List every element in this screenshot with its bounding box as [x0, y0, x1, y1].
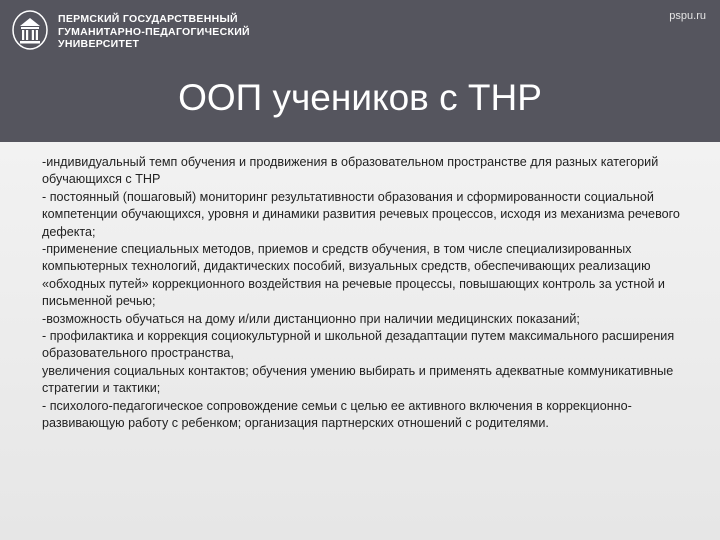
slide-content	[42, 154, 702, 433]
site-url: pspu.ru	[669, 10, 706, 22]
university-name-line: УНИВЕРСИТЕТ	[58, 38, 140, 50]
content-paragraph: - профилактика и коррекция социокультурной и школьной дезадаптации путем максимального расширения образовательного пространства,	[42, 329, 675, 361]
content-paragraph: -возможность обучаться на дому и/или дистанционно при наличии медицинских показаний;	[42, 311, 580, 326]
content-paragraph: -индивидуальный темп обучения и продвижения в образовательном пространстве для разных категорий обучающихся с ТНР	[42, 155, 659, 187]
content-paragraph: -применение специальных методов, приемов и средств обучения, в том числе специализированных компьютерных технологий, дидактических пособий, визуальных средств, обеспечивающих реализацию «обходных путей» коррекционного воздействия на речевые процессы, повышающих контроль за устной и письменной речью;	[42, 242, 665, 309]
university-name-line: ПЕРМСКИЙ ГОСУДАРСТВЕННЫЙ	[58, 13, 238, 25]
slide-header	[0, 0, 720, 142]
university-name	[58, 13, 250, 51]
university-name-line: ГУМАНИТАРНО-ПЕДАГОГИЧЕСКИЙ	[58, 25, 250, 38]
content-paragraph: увеличения социальных контактов; обучения умению выбирать и применять адекватные коммуникативные стратегии и тактики;	[42, 363, 674, 396]
content-paragraph: - постоянный (пошаговый) мониторинг результативности образования и сформированности социальной компетенции обучающихся, уровня и динамики развития речевых процессов, исходя из механизма речевого дефекта;	[42, 189, 680, 239]
content-paragraph: - психолого-педагогическое сопровождение семьи с целью ее активного включения в коррекционно-развивающую работу с ребенком; организация партнерских отношений с родителями.	[42, 398, 632, 431]
university-building-icon	[12, 10, 48, 50]
slide-title: ООП учеников с ТНР	[178, 77, 542, 118]
